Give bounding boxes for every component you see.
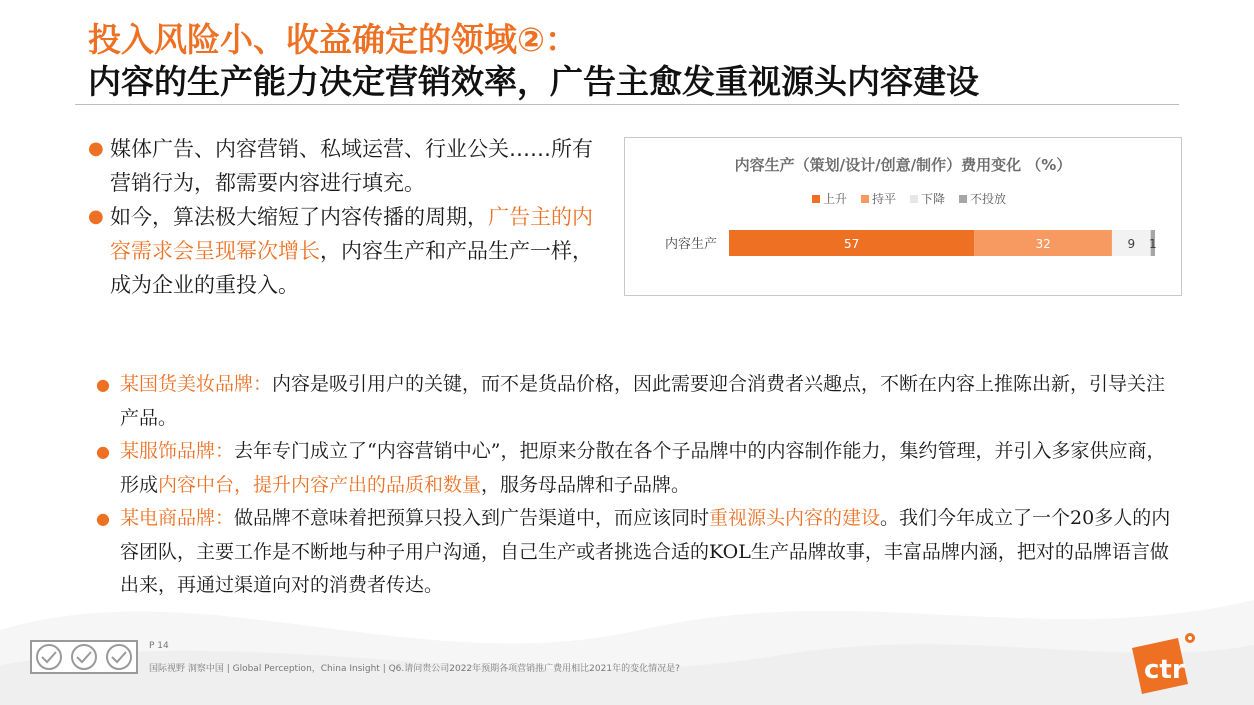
legend-label: 不投放 — [970, 192, 1007, 206]
top-bullet-item — [88, 132, 598, 200]
top-bullet-list — [88, 132, 598, 302]
bullet-text: 如今，算法极大缩短了内容传播的周期， — [110, 205, 488, 229]
category-label: 内容生产 — [664, 237, 717, 252]
page-title-line2: 内容的生产能力决定营销效率，广告主愈发重视源头内容建设 — [88, 62, 979, 101]
case-bullet-item — [96, 435, 1176, 502]
bullet-dot-icon: ● — [88, 206, 104, 227]
highlight-text: 内容中台，提升内容产出的品质和数量 — [158, 473, 482, 496]
certification-seal-icon — [30, 640, 138, 674]
page-title-line1: 投入风险小、收益确定的领域②： — [88, 20, 578, 59]
highlight-text: 重视源头内容的建设 — [709, 507, 881, 529]
bullet-dot-icon: ● — [96, 509, 110, 528]
legend-label: 上升 — [823, 192, 848, 206]
bullet-text: 去年专门成立了“内容营销中心”，把原来分散在各个子品牌中的内容制作能力，集约管理，并引入多家供应商，形成 — [120, 440, 1166, 496]
ctr-logo — [1122, 632, 1200, 700]
bullet-text: ，内容生产和产品生产一样，成为企业的重投入。 — [110, 239, 593, 297]
bullet-text: 做品牌不意味着把预算只投入到广告渠道中，而应该同时 — [234, 507, 710, 529]
highlight-text: 某国货美妆品牌： — [120, 373, 273, 395]
background-wave — [0, 560, 1254, 705]
highlight-text: 广告主的内容需求会呈现幂次增长 — [110, 205, 593, 263]
bullet-dot-icon: ● — [96, 375, 110, 394]
legend-swatch — [959, 195, 967, 203]
data-label: 1 — [1149, 237, 1157, 251]
data-label: 57 — [843, 237, 860, 251]
chart-bars — [665, 230, 1157, 256]
highlight-text: 某服饰品牌： — [120, 440, 235, 462]
data-label: 9 — [1127, 237, 1136, 251]
legend-label: 下降 — [921, 192, 946, 206]
bullet-text: ，服务母品牌和子品牌。 — [481, 473, 691, 496]
title-divider — [75, 104, 1179, 105]
case-bullet-item — [96, 368, 1176, 435]
legend-swatch — [812, 195, 820, 203]
bullet-text: 内容是吸引用户的关键，而不是货品价格，因此需要迎合消费者兴趣点，不断在内容上推陈出新，引导关注产品。 — [120, 373, 1166, 429]
legend-swatch — [910, 195, 918, 203]
bullet-text: 媒体广告、内容营销、私域运营、行业公关……所有营销行为，都需要内容进行填充。 — [110, 137, 593, 195]
top-bullet-item — [88, 200, 598, 302]
data-label: 32 — [1035, 237, 1051, 251]
highlight-text: 某电商品牌： — [120, 507, 235, 529]
chart-panel — [624, 137, 1182, 296]
legend-label: 持平 — [872, 192, 897, 206]
bullet-dot-icon: ● — [96, 442, 110, 461]
chart-title: 内容生产（策划/设计/创意/制作）费用变化 （%） — [734, 156, 1072, 174]
legend-swatch — [861, 195, 869, 203]
bullet-text: 。我们今年成立了一个20多人的内容团队，主要工作是不断地与种子用户沟通，自己生产或者挑选合适的KOL生产品牌故事，丰富品牌内涵，把对的品牌语言做出来，再通过渠道向对的消费者传达。 — [120, 507, 1171, 596]
page-number: P 14 — [149, 641, 169, 651]
bullet-dot-icon: ● — [88, 138, 104, 159]
svg-text:ctr: ctr — [1144, 655, 1185, 685]
stacked-bar-chart — [625, 138, 1181, 295]
chart-legend — [812, 191, 1006, 206]
footer-source-note: 国际视野 洞察中国 | Global Perception，China Insight | Q6.请问贵公司2022年预期各项营销推广费用相比2021年的变化情况是? — [149, 664, 680, 674]
